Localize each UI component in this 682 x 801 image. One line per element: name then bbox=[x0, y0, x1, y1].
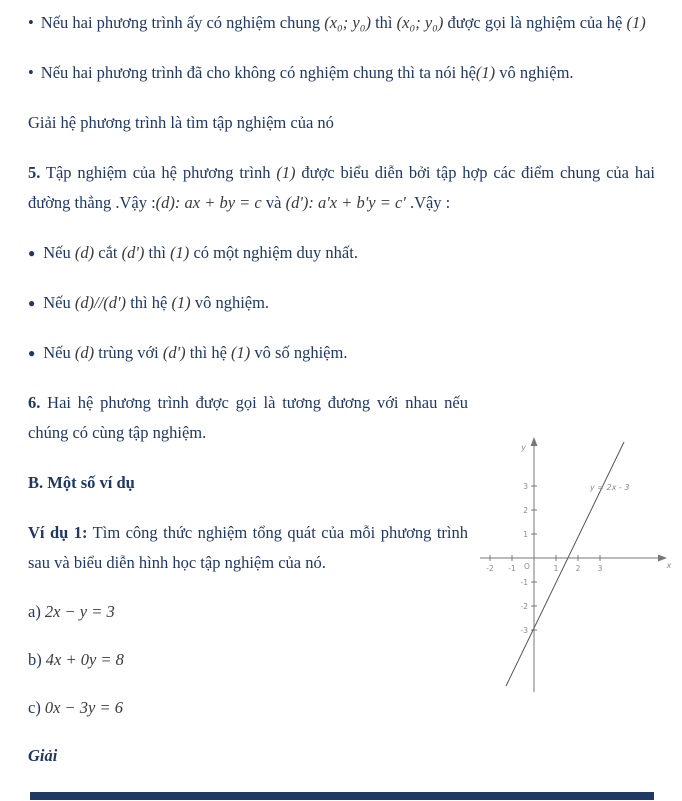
text-run: thì bbox=[144, 243, 171, 262]
y-tick-label: 1 bbox=[523, 530, 528, 539]
text-run: vô nghiệm. bbox=[495, 63, 574, 82]
y-tick-label: -2 bbox=[520, 602, 528, 611]
text-run: vô số nghiệm. bbox=[250, 343, 348, 362]
text-run: Nếu hai phương trình ấy có nghiệm chung bbox=[40, 13, 325, 32]
y-tick-label: -3 bbox=[520, 626, 528, 635]
paragraph-case-intersect bbox=[28, 238, 655, 268]
y-tick-label: 2 bbox=[523, 506, 528, 515]
item-label: a) bbox=[28, 602, 41, 621]
paragraph-section-5 bbox=[28, 158, 655, 218]
x-tick-label: -2 bbox=[486, 564, 494, 573]
bullet-icon: • bbox=[28, 13, 34, 32]
text-run: được biểu diễn bởi tập hợp các điểm chung của hai đường thẳng .Vậy : bbox=[28, 163, 655, 212]
x-tick-label: 3 bbox=[597, 564, 603, 573]
math-run: (1) bbox=[626, 13, 646, 32]
text-run: Nếu hai phương trình đã cho không có nghiệm chung thì ta nói hệ bbox=[40, 63, 476, 82]
math-run: (x₀; y₀) bbox=[396, 13, 444, 32]
text-run: Giải hệ phương trình là tìm tập nghiệm của nó bbox=[28, 113, 334, 132]
bullet-icon: ● bbox=[28, 246, 36, 260]
math-run: (1) bbox=[475, 63, 496, 82]
text-run: thì hệ bbox=[185, 343, 232, 362]
heading-text: B. Một số ví dụ bbox=[28, 473, 135, 492]
text-run: trùng với bbox=[94, 343, 163, 362]
text-run: .Vậy : bbox=[405, 193, 451, 212]
text-run: Nếu bbox=[43, 243, 75, 262]
y-axis-label: y bbox=[521, 443, 526, 452]
origin-label: O bbox=[524, 562, 530, 571]
item-label: c) bbox=[28, 698, 41, 717]
math-run: (d) bbox=[74, 343, 95, 362]
math-run: (d') bbox=[121, 243, 145, 262]
text-run: Nếu bbox=[43, 293, 75, 312]
math-run: 0x − 3y = 6 bbox=[44, 698, 123, 717]
item-number: 6. bbox=[28, 393, 41, 412]
text-run: thì hệ bbox=[126, 293, 172, 312]
coordinate-graph bbox=[476, 434, 676, 698]
text-run: vô nghiệm. bbox=[190, 293, 270, 312]
equation-c bbox=[28, 694, 655, 722]
item-label: b) bbox=[28, 650, 42, 669]
text-run: được gọi là nghiệm của hệ bbox=[443, 13, 627, 32]
y-axis-arrow-icon bbox=[531, 437, 538, 446]
text-run: Tìm công thức nghiệm tổng quát của mỗi phương trình sau và biểu diễn hình học tập nghiệm của nó. bbox=[28, 523, 468, 572]
y-tick-label: 3 bbox=[523, 482, 528, 491]
x-tick-label: 2 bbox=[575, 564, 581, 573]
example-label: Ví dụ 1: bbox=[28, 523, 88, 542]
graph-svg bbox=[476, 434, 676, 698]
math-run: (d): ax + by = c bbox=[155, 193, 262, 212]
paragraph-case-parallel bbox=[28, 288, 655, 318]
paragraph-no-solution bbox=[28, 58, 655, 88]
heading-text: Giải bbox=[28, 746, 58, 765]
line-equation-label: y = 2x - 3 bbox=[590, 483, 630, 492]
paragraph-solve-definition bbox=[28, 108, 655, 138]
math-run: (d) bbox=[74, 243, 95, 262]
solution-heading bbox=[28, 742, 655, 770]
x-tick-label: 1 bbox=[553, 564, 559, 573]
math-run: (1) bbox=[170, 243, 190, 262]
math-run: (d'): a'x + b'y = c' bbox=[285, 193, 406, 212]
text-run: Tập nghiệm của hệ phương trình bbox=[40, 163, 277, 182]
paragraph-section-6 bbox=[28, 388, 468, 448]
x-axis-label: x bbox=[666, 561, 672, 570]
x-tick-label: -1 bbox=[508, 564, 516, 573]
paragraph-example-1 bbox=[28, 518, 468, 578]
text-run: Hai hệ phương trình được gọi là tương đương với nhau nếu chúng có cùng tập nghiệm. bbox=[28, 393, 468, 442]
math-run: 4x + 0y = 8 bbox=[45, 650, 124, 669]
bullet-icon: • bbox=[28, 63, 34, 82]
text-run: và bbox=[261, 193, 286, 212]
text-run: cắt bbox=[94, 243, 122, 262]
math-run: (1) bbox=[171, 293, 191, 312]
item-number: 5. bbox=[28, 163, 41, 182]
math-run: 2x − y = 3 bbox=[44, 602, 115, 621]
math-run: (1) bbox=[276, 163, 296, 182]
bullet-icon: ● bbox=[28, 346, 36, 360]
bullet-icon: ● bbox=[28, 296, 36, 310]
math-run: (1) bbox=[231, 343, 251, 362]
math-run: (d)//(d') bbox=[74, 293, 127, 312]
text-run: có một nghiệm duy nhất. bbox=[189, 243, 358, 262]
y-tick-label: -1 bbox=[520, 578, 528, 587]
text-run: Nếu bbox=[43, 343, 75, 362]
math-run: (x₀; y₀) bbox=[324, 13, 371, 32]
math-run: (d') bbox=[162, 343, 186, 362]
text-run: thì bbox=[370, 13, 397, 32]
paragraph-case-coincide bbox=[28, 338, 655, 368]
paragraph-solution-pair bbox=[28, 8, 655, 38]
page-footer-bar bbox=[30, 792, 654, 800]
